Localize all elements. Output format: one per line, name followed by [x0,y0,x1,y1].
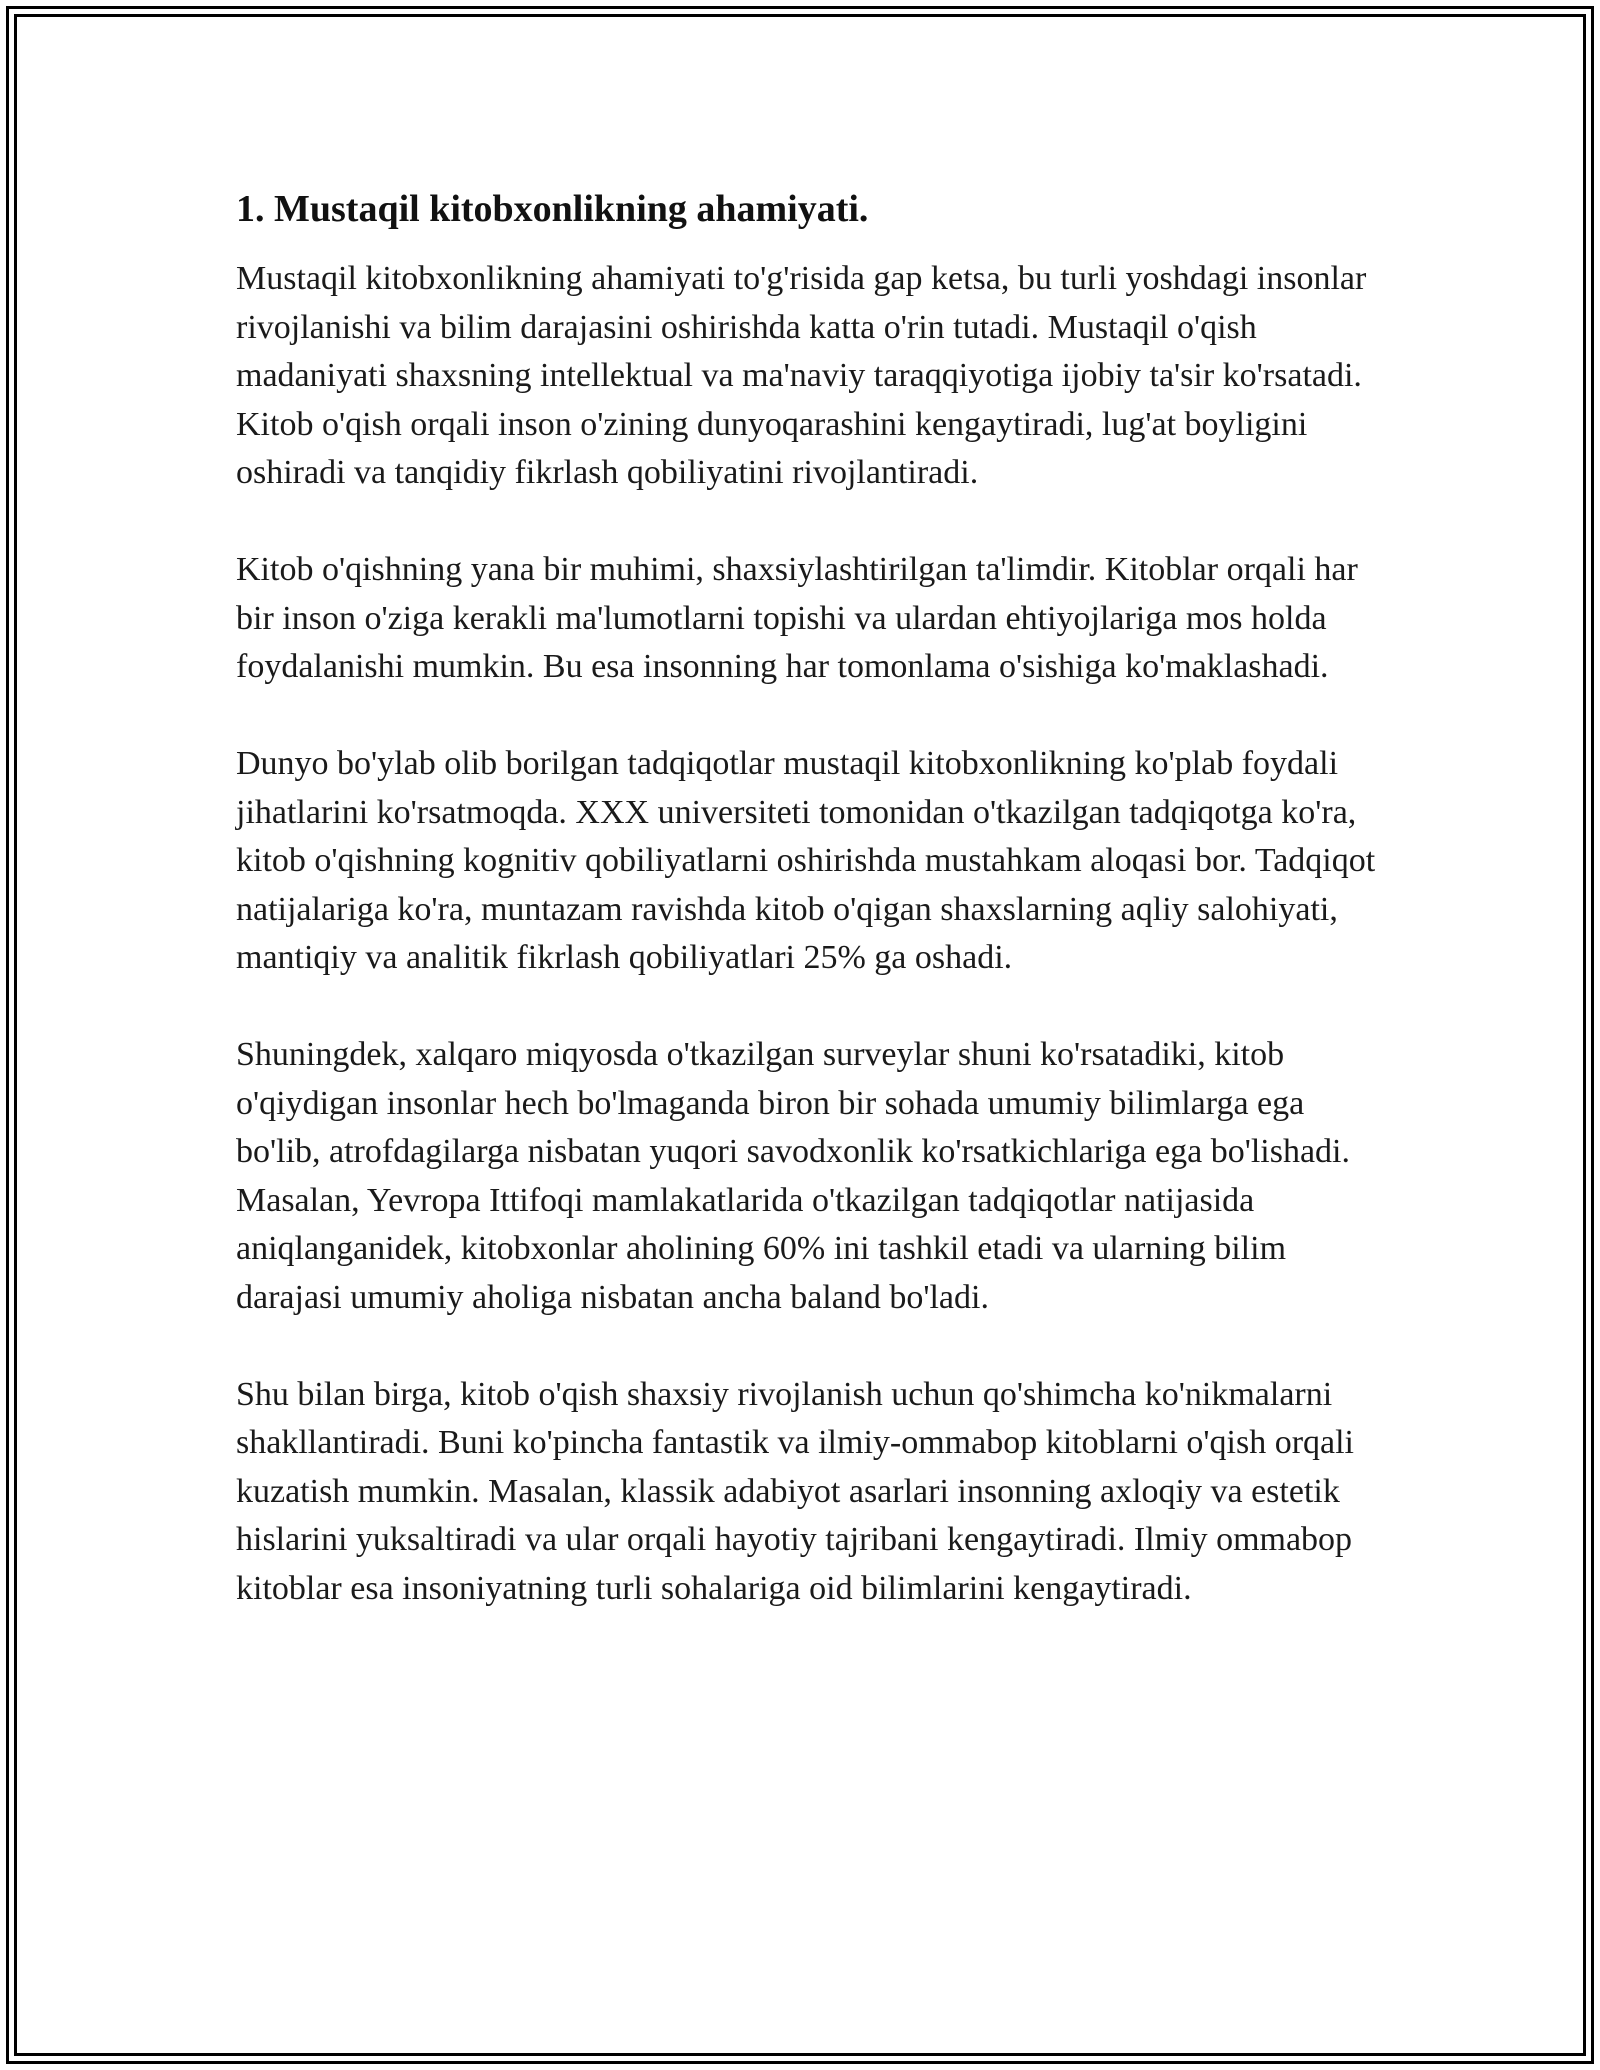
paragraph-importance: Mustaqil kitobxonlikning ahamiyati to'g'risida gap ketsa, bu turli yoshdagi insonlar rivojlanishi va bilim darajasini oshirishda katta o'rin tutadi. Mustaqil o'qish madaniyati shaxsning intellektual va ma'naviy taraqqiyotiga ijobiy ta'sir ko'rsatadi. Kitob o'qish orqali inson o'zining dunyoqarashini kengaytiradi, lug'at boyligini oshiradi va tanqidiy fikrlash qobiliyatini rivojlantiradi. [236,260,1367,491]
paragraph-surveys: Shuningdek, xalqaro miqyosda o'tkazilgan surveylar shuni ko'rsatadiki, kitob o'qiydigan insonlar hech bo'lmaganda biron bir sohada umumiy bilimlarga ega bo'lib, atrofdagilarga nisbatan yuqori savodxonlik ko'rsatkichlariga ega bo'lishadi. Masalan, Yevropa Ittifoqi mamlakatlarida o'tkazilgan tadqiqotlar natijasida aniqlanganidek, kitobxonlar aholining 60% ini tashkil etadi va ularning bilim darajasi umumiy aholiga nisbatan ancha baland bo'ladi. [236,1036,1350,1316]
paragraph-skills: Shu bilan birga, kitob o'qish shaxsiy rivojlanish uchun qo'shimcha ko'nikmalarni shakllantiradi. Buni ko'pincha fantastik va ilmiy-ommabop kitoblarni o'qish orqali kuzatish mumkin. Masalan, klassik adabiyot asarlari insonning axloqiy va estetik hislarini yuksaltiradi va ular orqali hayotiy tajribani kengaytiradi. Ilmiy ommabop kitoblar esa insoniyatning turli sohalariga oid bilimlarini kengaytiradi. [236,1375,1354,1607]
section-heading: 1. Mustaqil kitobxonlikning ahamiyati. [236,188,869,230]
paragraph-research: Dunyo bo'ylab olib borilgan tadqiqotlar mustaqil kitobxonlikning ko'plab foydali jihatlarini ko'rsatmoqda. XXX universiteti tomonidan o'tkazilgan tadqiqotga ko'ra, kitob o'qishning kognitiv qobiliyatlarni oshirishda mustahkam aloqasi bor. Tadqiqot natijalariga ko'ra, muntazam ravishda kitob o'qigan shaxslarning aqliy salohiyati, mantiqiy va analitik fikrlash qobiliyatlari 25% ga oshadi. [236,745,1376,976]
document-body [236,185,1376,1662]
paragraph-personalized-learning: Kitob o'qishning yana bir muhimi, shaxsiylashtirilgan ta'limdir. Kitoblar orqali har bir inson o'ziga kerakli ma'lumotlarni topishi va ulardan ehtiyojlariga mos holda foydalanishi mumkin. Bu esa insonning har tomonlama o'sishiga ko'maklashadi. [236,551,1358,685]
